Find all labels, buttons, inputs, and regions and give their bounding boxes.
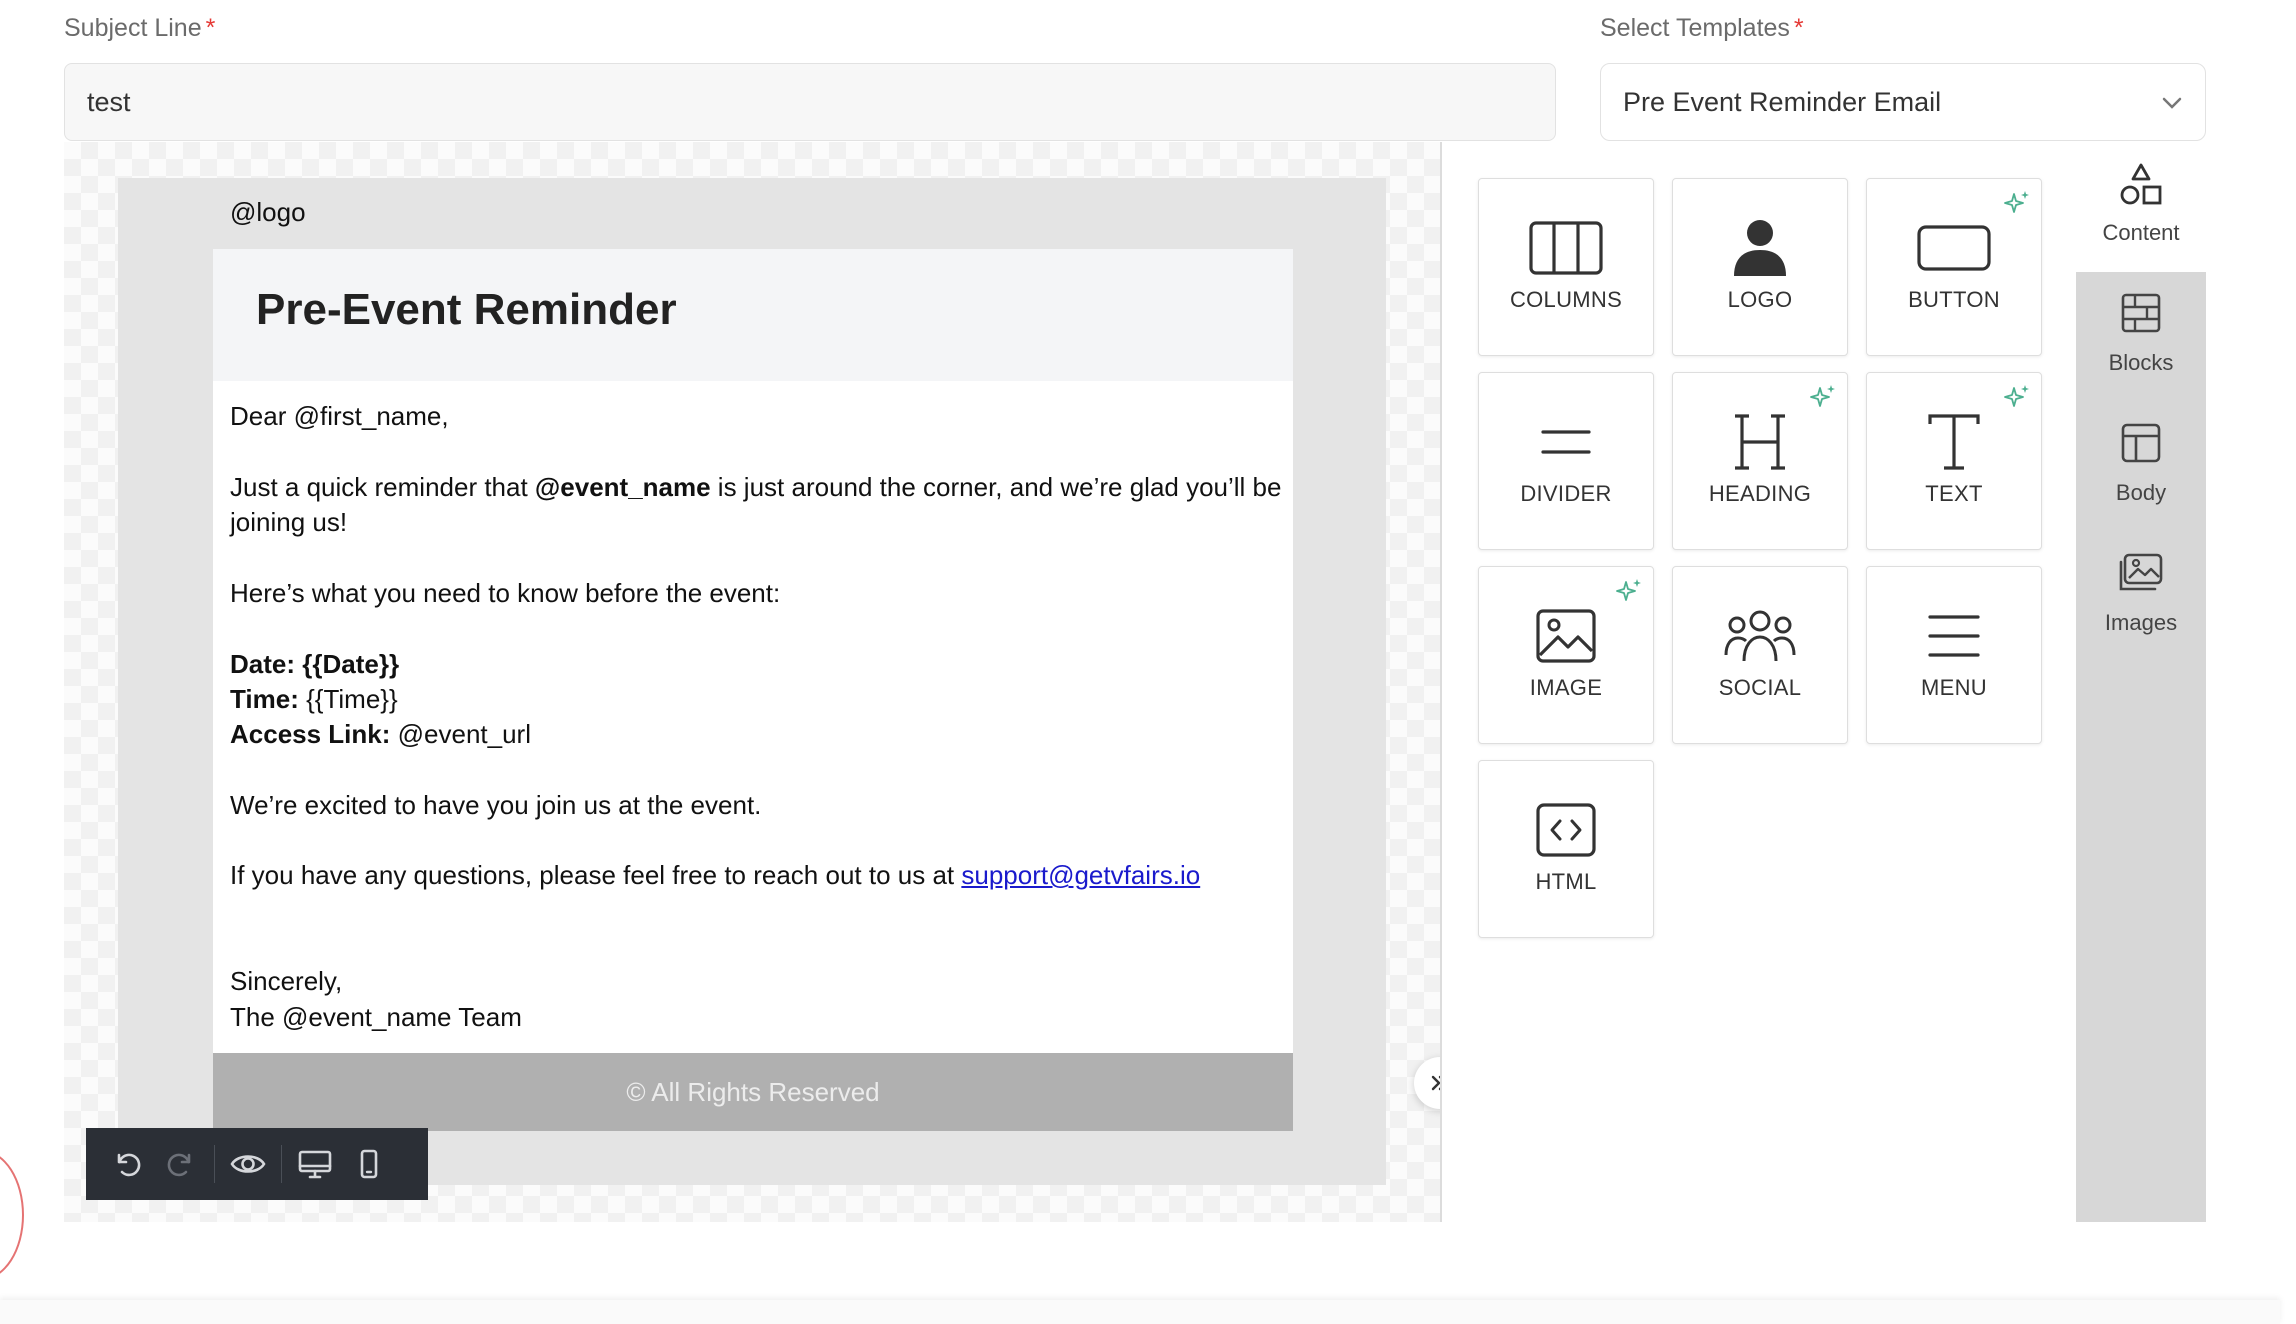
sparkle-icon xyxy=(1809,383,1837,411)
button-icon xyxy=(1917,225,1991,271)
email-excited-line: We’re excited to have you join us at the event. xyxy=(230,790,762,820)
tile-button[interactable]: BUTTON xyxy=(1866,178,2042,356)
text-icon xyxy=(1926,412,1982,472)
desktop-view-button[interactable] xyxy=(288,1128,342,1200)
template-select-value: Pre Event Reminder Email xyxy=(1623,86,1942,117)
subject-line-value: test xyxy=(87,86,131,117)
email-know-line: Here’s what you need to know before the event: xyxy=(230,578,781,608)
redo-icon xyxy=(164,1147,198,1181)
tab-body[interactable]: Body xyxy=(2076,402,2206,532)
subject-line-label: Subject Line * xyxy=(64,14,216,42)
tile-logo[interactable]: LOGO xyxy=(1672,178,1848,356)
email-reminder-line: Just a quick reminder that @event_name is just around the corner, and we’re glad you’ll be xyxy=(230,472,1282,502)
tile-html[interactable]: HTML xyxy=(1478,760,1654,938)
footer-text: © All Rights Reserved xyxy=(626,1076,880,1107)
tab-content[interactable]: Content xyxy=(2076,142,2206,272)
email-sign-off: Sincerely, xyxy=(230,966,343,996)
record-indicator xyxy=(0,1150,24,1280)
email-questions-line: If you have any questions, please feel free to reach out to us at support@getvfairs.io xyxy=(230,860,1201,890)
email-greeting: Dear @first_name, xyxy=(230,401,449,431)
columns-icon xyxy=(1529,221,1603,275)
undo-button[interactable] xyxy=(100,1128,154,1200)
content-panel xyxy=(1440,142,2076,1222)
email-title: Pre-Event Reminder xyxy=(256,285,677,334)
template-select[interactable] xyxy=(1600,63,2206,141)
tile-image[interactable]: IMAGE xyxy=(1478,566,1654,744)
heading-icon xyxy=(1732,412,1788,472)
tile-heading[interactable]: HEADING xyxy=(1672,372,1848,550)
redo-button[interactable] xyxy=(154,1128,208,1200)
social-icon xyxy=(1724,607,1796,665)
tile-text[interactable]: TEXT xyxy=(1866,372,2042,550)
mobile-view-button[interactable] xyxy=(342,1128,396,1200)
side-tabs xyxy=(2076,142,2206,1222)
tile-menu[interactable]: MENU xyxy=(1866,566,2042,744)
select-templates-label: Select Templates * xyxy=(1600,14,1804,42)
email-footer[interactable] xyxy=(213,1053,1293,1131)
email-date-line: Date: {{Date}} xyxy=(230,649,400,679)
tile-social[interactable]: SOCIAL xyxy=(1672,566,1848,744)
email-time-line: Time: {{Time}} xyxy=(230,684,398,714)
menu-icon xyxy=(1927,613,1981,659)
editor-toolbar xyxy=(86,1128,428,1200)
sparkle-icon xyxy=(1615,577,1643,605)
undo-icon xyxy=(110,1147,144,1181)
email-access-line: Access Link: @event_url xyxy=(230,719,531,749)
person-icon xyxy=(1732,218,1788,278)
shapes-icon xyxy=(2118,162,2164,208)
image-icon xyxy=(1536,609,1596,663)
support-email-link[interactable]: support@getvfairs.io xyxy=(961,860,1201,890)
bottom-bar xyxy=(0,1300,2280,1324)
mobile-icon xyxy=(356,1147,382,1181)
chevron-down-icon xyxy=(2159,90,2185,123)
subject-line-input[interactable] xyxy=(64,63,1556,141)
logo-placeholder[interactable]: @logo xyxy=(230,197,306,227)
tile-columns[interactable]: COLUMNS xyxy=(1478,178,1654,356)
tab-images[interactable]: Images xyxy=(2076,532,2206,662)
email-reminder-line-2: joining us! xyxy=(230,507,348,537)
toolbar-divider xyxy=(214,1145,215,1183)
sparkle-icon xyxy=(2003,383,2031,411)
desktop-icon xyxy=(296,1147,334,1181)
divider-icon xyxy=(1541,425,1591,459)
preview-button[interactable] xyxy=(221,1128,275,1200)
code-icon xyxy=(1536,803,1596,857)
email-header[interactable] xyxy=(213,249,1293,381)
email-body[interactable] xyxy=(213,249,1293,1131)
toolbar-divider xyxy=(281,1145,282,1183)
layout-icon xyxy=(2120,422,2162,464)
email-team: The @event_name Team xyxy=(230,1002,522,1032)
tab-blocks[interactable]: Blocks xyxy=(2076,272,2206,402)
eye-icon xyxy=(229,1147,267,1181)
blocks-icon xyxy=(2120,292,2162,334)
sparkle-icon xyxy=(2003,189,2031,217)
images-icon xyxy=(2117,552,2165,594)
tile-divider[interactable]: DIVIDER xyxy=(1478,372,1654,550)
